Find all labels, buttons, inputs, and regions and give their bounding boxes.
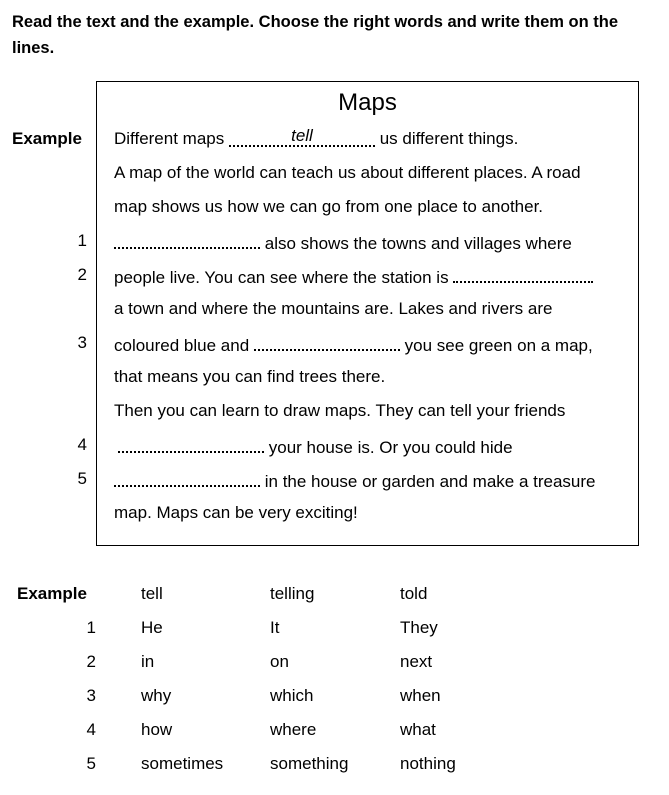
option-word[interactable]: next	[400, 652, 433, 671]
passage-line-example	[114, 126, 519, 149]
option-word[interactable]: sometimes	[141, 754, 224, 773]
option-word[interactable]: how	[141, 720, 173, 739]
passage-line-q1	[114, 231, 572, 254]
passage-title: Maps	[338, 89, 397, 116]
options-number-2: 2	[86, 652, 96, 671]
option-word[interactable]: on	[270, 652, 289, 671]
options-number-5: 5	[86, 754, 96, 773]
question-number-2: 2	[77, 265, 87, 284]
option-word: told	[400, 584, 428, 603]
passage-line: map shows us how we can go from one place to another.	[114, 197, 544, 216]
option-word[interactable]: They	[400, 618, 438, 637]
answer-blank-1[interactable]	[114, 231, 260, 249]
option-word[interactable]: when	[400, 686, 441, 705]
line-text: coloured blue and	[114, 336, 250, 355]
passage-line: a town and where the mountains are. Lakes and rivers are	[114, 299, 553, 318]
passage-line-q5	[114, 469, 596, 492]
question-number-3: 3	[77, 333, 87, 352]
option-word: telling	[270, 584, 315, 603]
option-word[interactable]: something	[270, 754, 349, 773]
line-text: your house is. Or you could hide	[268, 438, 513, 457]
options-example-label: Example	[17, 584, 87, 603]
example-answer: tell	[291, 126, 313, 145]
passage-line-q4	[114, 435, 513, 458]
answer-blank-3[interactable]	[254, 333, 400, 351]
option-word[interactable]: why	[141, 686, 172, 705]
question-number-4: 4	[77, 435, 87, 454]
option-word[interactable]: in	[141, 652, 155, 671]
option-word[interactable]: where	[270, 720, 317, 739]
example-answer-blank	[229, 126, 375, 147]
passage-box	[96, 81, 639, 546]
passage-line: A map of the world can teach us about different places. A road	[114, 163, 581, 182]
passage-line: Then you can learn to draw maps. They can tell your friends	[114, 401, 566, 420]
passage-line-q2	[114, 265, 593, 288]
passage-line-q3	[114, 333, 593, 356]
option-word[interactable]: He	[141, 618, 163, 637]
example-label: Example	[12, 129, 82, 148]
option-word: tell	[141, 584, 163, 603]
line-text: people live. You can see where the station is	[114, 268, 449, 287]
answer-blank-4[interactable]	[118, 435, 264, 453]
line-text: you see green on a map,	[404, 336, 593, 355]
instructions: Read the text and the example. Choose the right words and write them on the lines.	[12, 13, 619, 57]
options-number-3: 3	[86, 686, 96, 705]
answer-blank-2[interactable]	[453, 265, 593, 283]
options-number-1: 1	[86, 618, 96, 637]
options-number-4: 4	[86, 720, 96, 739]
line-text: also shows the towns and villages where	[264, 234, 572, 253]
line-text: Different maps	[114, 129, 225, 148]
line-text: in the house or garden and make a treasure	[264, 472, 596, 491]
option-word[interactable]: nothing	[400, 754, 456, 773]
answer-blank-5[interactable]	[114, 469, 260, 487]
passage-line: map. Maps can be very exciting!	[114, 503, 358, 522]
passage-line: that means you can find trees there.	[114, 367, 386, 386]
question-number-5: 5	[77, 469, 87, 488]
line-text: us different things.	[379, 129, 519, 148]
option-word[interactable]: what	[400, 720, 436, 739]
question-number-1: 1	[77, 231, 87, 250]
option-word[interactable]: which	[270, 686, 314, 705]
option-word[interactable]: It	[270, 618, 280, 637]
